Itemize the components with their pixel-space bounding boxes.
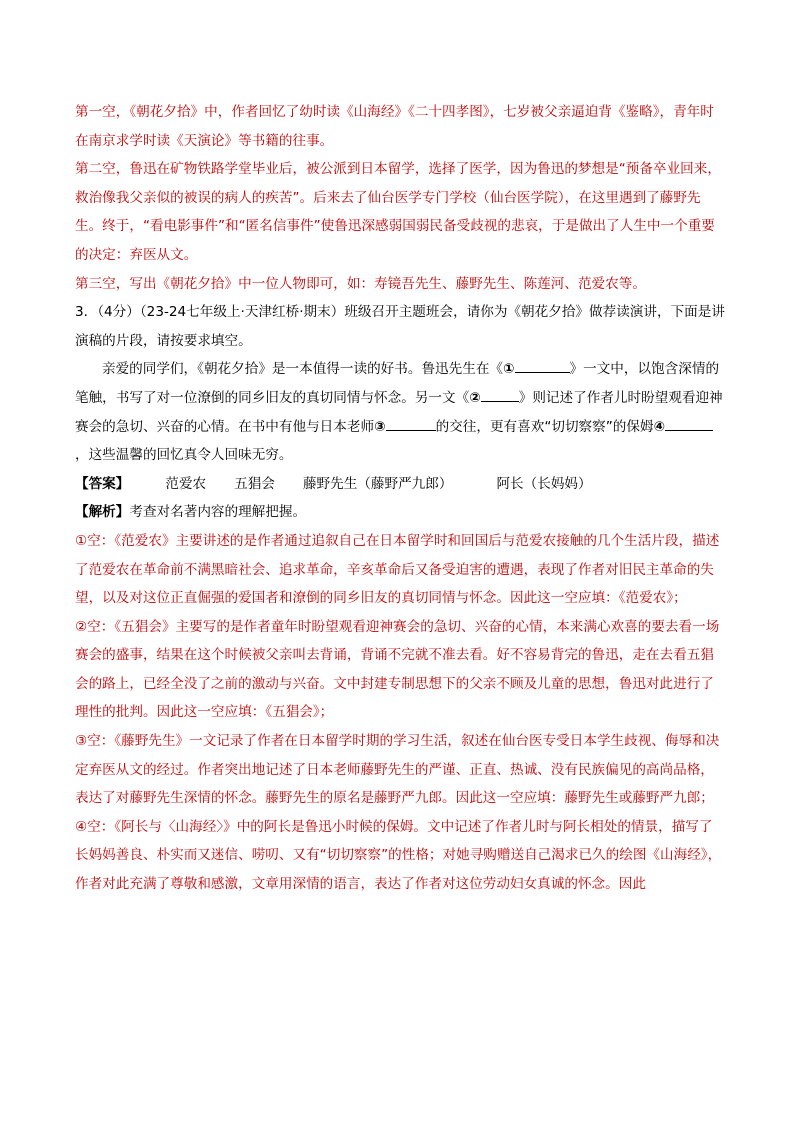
blank-3-line [386, 430, 436, 431]
analysis-intro: 考查对名著内容的理解把握。 [129, 504, 307, 521]
answer-row [75, 470, 725, 499]
document-content [75, 98, 725, 899]
blank-1-number: ① [503, 361, 515, 378]
question-stem: 3．（4分）（23-24七年级上·天津红桥·期末）班级召开主题班会，请你为《朝花夕拾》做荐读演讲，下面是讲演稿的片段，请按要求填空。 [75, 304, 725, 349]
speech-text-e: ，这些温馨的回忆真令人回味无穷。 [75, 447, 293, 464]
answer-paragraph-2: 第二空，鲁迅在矿物铁路学堂毕业后，被公派到日本留学，选择了医学，因为鲁迅的梦想是“预备卒业回来，救治像我父亲似的被误的病人的疾苦”。后来去了仙台医学专门学校（仙台医学院），在这里遇到了藤野先生。终于，“看电影事件”和“匿名信事件”使鲁迅深感弱国弱民备受歧视的悲哀，于是做出了人生中一个重要的决定：弃医从文。 [75, 161, 721, 263]
blank-4-number: ④ [653, 418, 666, 435]
answer-paragraph-1: 第一空，《朝花夕拾》中，作者回忆了幼时读《山海经》《二十四孝图》，七岁被父亲逼迫背《鉴略》，青年时在南京求学时读《天演论》等书籍的往事。 [75, 104, 714, 149]
speech-text-c: 》则记述了作者儿时盼望观看迎神赛会的急切、兴奋的心情。在书中有他与日本老师 [75, 389, 723, 435]
analysis-label: 【解析】 [75, 504, 130, 521]
answer-item-1: 范爱农 [165, 475, 207, 492]
speech-text-a: 亲爱的同学们，《朝花夕拾》是一本值得一读的好书。鲁迅先生在《 [102, 361, 504, 378]
analysis-item-1: ①空：《范爱农》主要讲述的是作者通过追叙自己在日本留学时和回国后与范爱农接触的几个生活片段，描述了范爱农在革命前不满黑暗社会、追求革命，辛亥革命后又备受迫害的遭遇，表现了作者对旧民主革命的失望，以及对这位正直倔强的爱国者和潦倒的同乡旧友的真切同情与怀念。因此这一空应填：《范爱农》； [75, 532, 720, 607]
blank-3-number: ③ [374, 418, 386, 435]
answer-label: 【答案】 [75, 475, 130, 492]
blank-4-line [665, 430, 713, 431]
analysis-item-2: ②空：《五猖会》主要写的是作者童年时盼望观看迎神赛会的急切、兴奋的心情，本来满心欢喜的要去看一场赛会的盛事，结果在这个时候被父亲叫去背诵，背诵不完就不准去看。好不容易背完的鲁迅，走在去看五猖会的路上，已经全没了之前的激动与兴奋。文中封建专制思想下的父亲不顾及儿童的思想，鲁迅对此进行了理性的批判。因此这一空应填：《五猖会》； [75, 618, 720, 721]
answer-paragraph-3: 第三空，写出《朝花夕拾》中一位人物即可，如：寿镜吾先生、藤野先生、陈莲河、范爱农等。 [75, 275, 646, 292]
speech-excerpt [75, 355, 725, 469]
analysis-item-4: ④空：《阿长与〈山海经〉》中的阿长是鲁迅小时候的保姆。文中记述了作者儿时与阿长相处的情景，描写了长妈妈善良、朴实而又迷信、唠叨、又有“切切察察”的性格；对她寻购赠送自己渴求已久的绘图《山海经》，作者对此充满了尊敬和感激，文章用深情的语言，表达了作者对这位劳动妇女真诚的怀念。因此 [75, 818, 722, 893]
analysis-intro-row [75, 498, 725, 527]
speech-text-b: 》一文中，以饱含深情的笔触，书写了对一位潦倒的同乡旧友的真切同情与怀念。另一文《 [75, 361, 720, 406]
blank-2-number: ② [469, 389, 481, 406]
answer-item-2: 五猖会 [234, 475, 275, 492]
blank-1-line [515, 372, 570, 373]
speech-text-d: 的交往，更有喜欢“切切察察”的保姆 [435, 418, 654, 435]
analysis-item-3: ③空：《藤野先生》一文记录了作者在日本留学时期的学习生活，叙述在仙台医专受日本学生歧视、侮辱和决定弃医从文的经过。作者突出地记述了日本老师藤野先生的严谨、正直、热诚、没有民族偏见的高尚品格，表达了对藤野先生深情的怀念。藤野先生的原名是藤野严九郎。因此这一空应填：藤野先生或藤野严九郎； [75, 733, 720, 807]
answer-item-3: 藤野先生（藤野严九郎） [302, 475, 453, 492]
blank-2-line [481, 401, 519, 402]
answer-item-4: 阿长（长妈妈） [496, 475, 592, 492]
